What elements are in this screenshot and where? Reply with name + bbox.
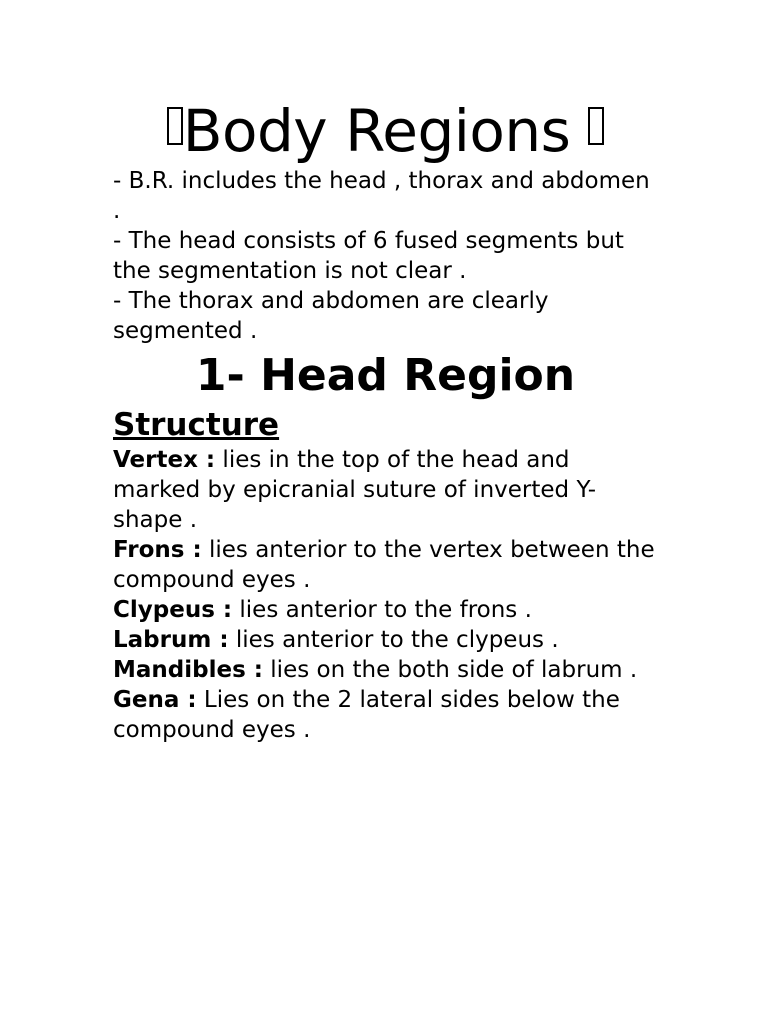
definition-text: lies anterior to the clypeus .	[228, 627, 559, 653]
definition-term: Clypeus :	[113, 597, 233, 623]
definition-term: Gena :	[113, 687, 197, 713]
definition-list	[113, 445, 658, 745]
definition-text: lies on the both side of labrum .	[262, 657, 638, 683]
definition-text: Lies on the 2 lateral sides below the compound eyes .	[113, 687, 620, 743]
definition-item	[113, 625, 658, 655]
definition-text: lies anterior to the vertex between the compound eyes .	[113, 537, 655, 593]
box-icon	[167, 107, 183, 145]
intro-line: - The thorax and abdomen are clearly segmented .	[113, 288, 549, 344]
page-title-text: Body Regions	[182, 97, 571, 165]
page-title	[113, 96, 658, 166]
intro-list	[113, 166, 658, 346]
section-subheading: Structure	[113, 407, 280, 443]
section-heading: 1- Head Region	[195, 350, 576, 401]
definition-item	[113, 535, 658, 595]
definition-term: Frons :	[113, 537, 202, 563]
definition-item	[113, 655, 658, 685]
definition-text: lies anterior to the frons .	[232, 597, 532, 623]
definition-term: Mandibles :	[113, 657, 263, 683]
definition-item	[113, 685, 658, 745]
definition-term: Vertex :	[113, 447, 216, 473]
definition-text: lies in the top of the head and marked by epicranial suture of inverted Y-shape .	[113, 447, 597, 533]
intro-line: - B.R. includes the head , thorax and abdomen .	[113, 168, 650, 224]
intro-line: - The head consists of 6 fused segments but the segmentation is not clear .	[113, 228, 624, 284]
box-icon	[588, 107, 604, 145]
definition-term: Labrum :	[113, 627, 229, 653]
document-page	[113, 96, 658, 745]
definition-item	[113, 595, 658, 625]
definition-item	[113, 445, 658, 535]
